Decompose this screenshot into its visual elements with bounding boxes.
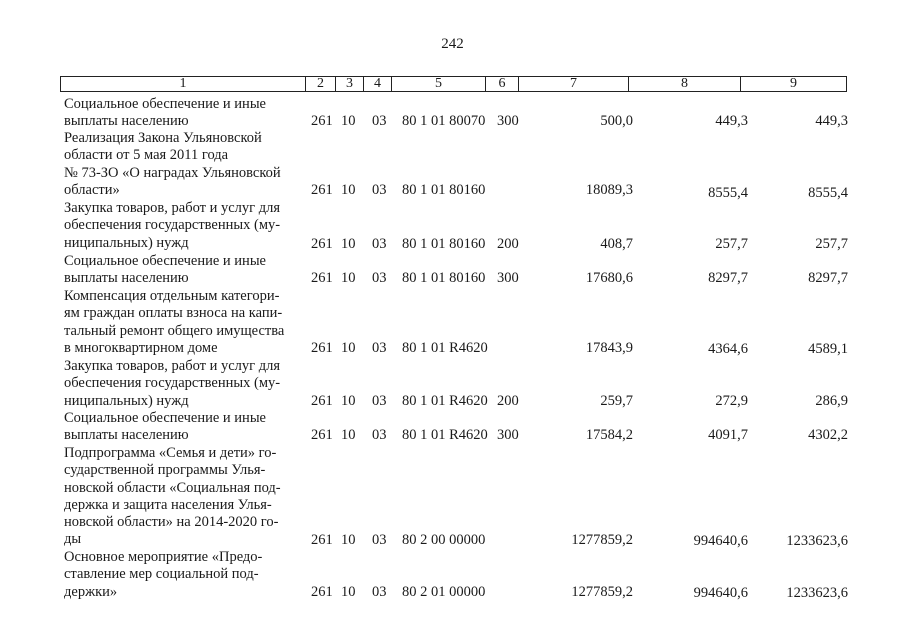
cell-col-5: 80 1 01 80070 [402,113,486,129]
cell-col-4: 03 [372,182,387,198]
row-description [64,96,301,131]
description-line: тальный ремонт общего имущества [64,322,285,339]
row-description [64,130,301,199]
cell-col-8: 8297,7 [708,270,748,286]
header-col-9: 9 [740,77,846,91]
description-line: держки» [64,583,118,600]
cell-col-3: 10 [341,427,356,443]
cell-col-9: 286,9 [815,393,848,409]
header-col-3: 3 [335,77,363,91]
cell-col-2: 261 [311,270,333,286]
cell-col-2: 261 [311,340,333,356]
cell-col-9: 4302,2 [808,427,848,443]
cell-col-5: 80 1 01 R4620 [402,427,488,443]
cell-col-4: 03 [372,532,387,548]
cell-col-7: 17584,2 [585,427,633,443]
cell-col-8: 257,7 [715,236,748,252]
cell-col-5: 80 2 00 00000 [402,532,486,548]
cell-col-5: 80 1 01 80160 [402,182,486,198]
row-description [64,200,301,252]
cell-col-5: 80 1 01 R4620 [402,340,488,356]
header-col-1: 1 [179,76,187,91]
cell-col-9: 257,7 [815,236,848,252]
cell-col-3: 10 [341,393,356,409]
description-line: обеспечения государственных (му- [64,375,281,392]
row-description [64,253,301,288]
description-line: области от 5 мая 2011 года [64,147,229,164]
header-col-6: 6 [485,77,518,91]
cell-col-6: 200 [497,393,519,409]
description-line: выплаты населению [64,113,189,130]
cell-col-6: 300 [497,270,519,286]
cell-col-4: 03 [372,584,387,600]
cell-col-9: 1233623,6 [786,585,848,601]
row-description [64,445,301,549]
cell-col-3: 10 [341,532,356,548]
description-line: в многоквартирном доме [64,339,218,356]
description-line: сударственной программы Улья- [64,462,266,479]
cell-col-3: 10 [341,340,356,356]
cell-col-9: 4589,1 [808,341,848,357]
cell-col-4: 03 [372,270,387,286]
cell-col-2: 261 [311,427,333,443]
cell-col-7: 500,0 [600,113,633,129]
cell-col-9: 449,3 [815,113,848,129]
cell-col-6: 300 [497,113,519,129]
description-line: Реализация Закона Ульяновской [64,130,262,146]
description-line: Основное мероприятие «Предо- [64,549,263,565]
cell-col-7: 259,7 [600,393,633,409]
cell-col-8: 449,3 [715,113,748,129]
cell-col-4: 03 [372,113,387,129]
cell-col-7: 17843,9 [585,340,633,356]
description-line: выплаты населению [64,270,189,287]
cell-col-4: 03 [372,236,387,252]
cell-col-5: 80 2 01 00000 [402,584,486,600]
cell-col-2: 261 [311,532,333,548]
cell-col-2: 261 [311,584,333,600]
cell-col-8: 994640,6 [693,533,748,549]
cell-col-7: 18089,3 [585,182,633,198]
description-line: Социальное обеспечение и иные [64,96,266,112]
cell-col-2: 261 [311,393,333,409]
description-line: держка и защита населения Улья- [64,496,272,513]
cell-col-2: 261 [311,236,333,252]
cell-col-5: 80 1 01 80160 [402,270,486,286]
cell-col-5: 80 1 01 80160 [402,236,486,252]
cell-col-4: 03 [372,427,387,443]
description-line: Закупка товаров, работ и услуг для [64,200,281,216]
cell-col-8: 4091,7 [708,427,748,443]
row-description [64,288,301,357]
cell-col-7: 408,7 [600,236,633,252]
cell-col-7: 1277859,2 [571,584,633,600]
description-line: ниципальных) нужд [64,392,189,409]
cell-col-2: 261 [311,113,333,129]
description-line: Социальное обеспечение и иные [64,253,266,269]
cell-col-3: 10 [341,182,356,198]
description-line: № 73-ЗО «О наградах Ульяновской [64,164,281,181]
row-description [64,549,301,601]
header-col-2: 2 [305,77,335,91]
description-line: обеспечения государственных (му- [64,217,281,234]
cell-col-7: 17680,6 [585,270,633,286]
description-line: области» [64,181,120,198]
cell-col-3: 10 [341,113,356,129]
cell-col-3: 10 [341,584,356,600]
cell-col-6: 300 [497,427,519,443]
cell-col-9: 8297,7 [808,270,848,286]
row-description [64,358,301,410]
cell-col-5: 80 1 01 R4620 [402,393,488,409]
description-line: ставление мер социальной под- [64,566,259,583]
header-col-8: 8 [628,77,740,91]
description-line: Подпрограмма «Семья и дети» го- [64,445,277,461]
cell-col-9: 8555,4 [808,185,848,201]
row-description [64,410,301,445]
cell-col-8: 4364,6 [708,341,748,357]
header-col-5: 5 [391,77,485,91]
description-line: ды [64,531,82,548]
description-line: выплаты населению [64,427,189,444]
description-line: Социальное обеспечение и иные [64,410,266,426]
cell-col-9: 1233623,6 [786,533,848,549]
header-col-4: 4 [363,77,391,91]
description-line: новской области «Социальная под- [64,479,281,496]
cell-col-4: 03 [372,340,387,356]
cell-col-8: 994640,6 [693,585,748,601]
cell-col-8: 272,9 [715,393,748,409]
cell-col-7: 1277859,2 [571,532,633,548]
description-line: Закупка товаров, работ и услуг для [64,358,281,374]
table-header-row [60,76,847,92]
cell-col-4: 03 [372,393,387,409]
cell-col-2: 261 [311,182,333,198]
cell-col-8: 8555,4 [708,185,748,201]
description-line: ям граждан оплаты взноса на капи- [64,305,283,322]
description-line: Компенсация отдельным категори- [64,288,280,304]
cell-col-3: 10 [341,236,356,252]
header-col-7: 7 [518,77,628,91]
cell-col-3: 10 [341,270,356,286]
page-number: 242 [441,36,464,52]
description-line: ниципальных) нужд [64,234,189,251]
cell-col-6: 200 [497,236,519,252]
description-line: новской области» на 2014-2020 го- [64,514,279,531]
